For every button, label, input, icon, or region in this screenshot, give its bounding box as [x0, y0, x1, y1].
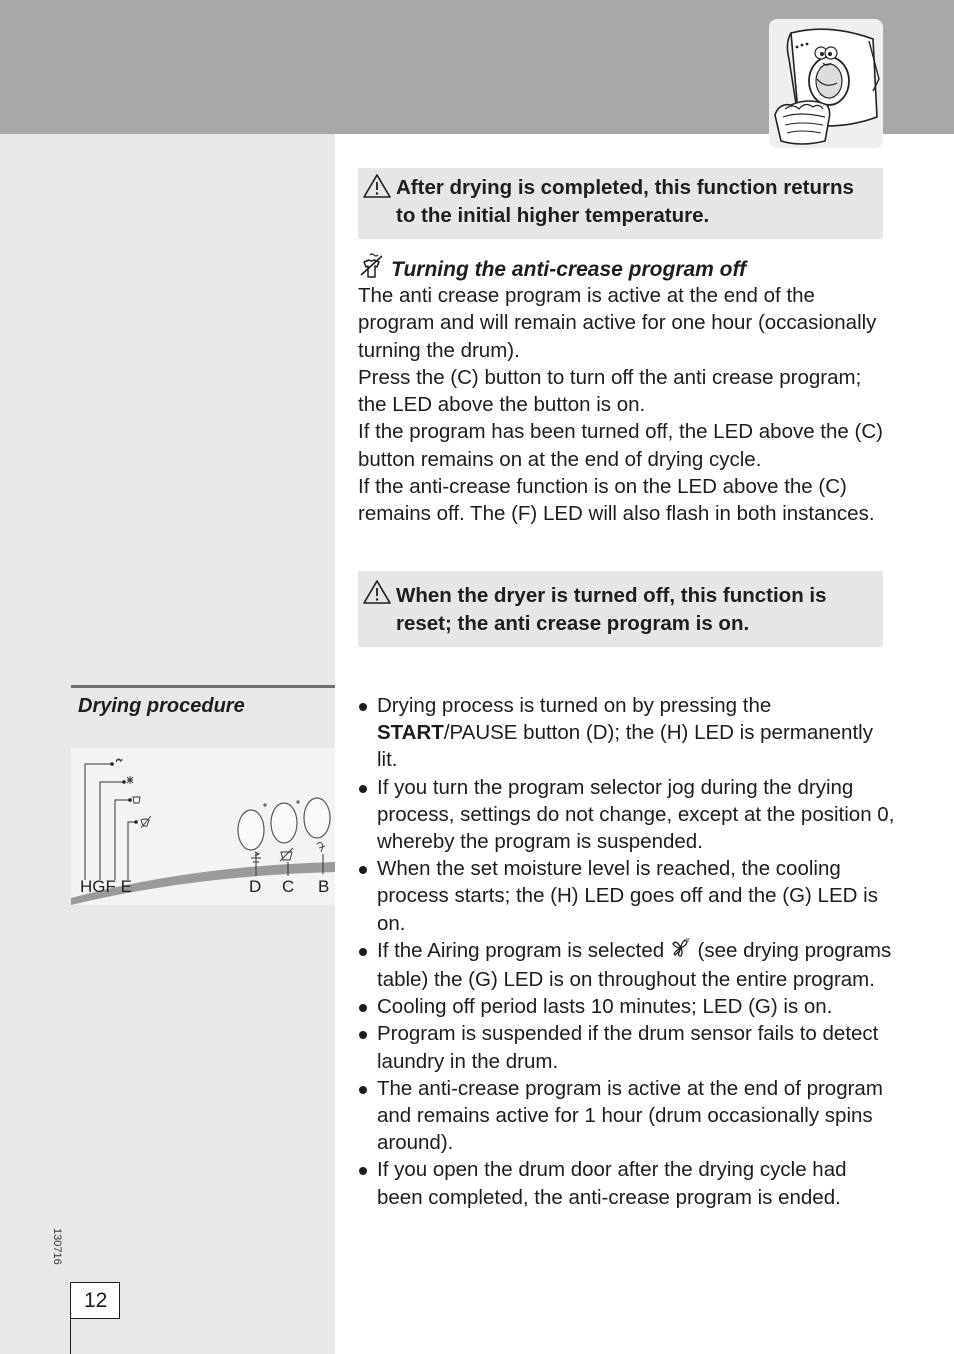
procedure-list: [356, 692, 896, 1211]
list-item: If you turn the program selector jog during the drying process, settings do not change, except at the position 0, whereby the program is suspended.: [356, 774, 896, 856]
document-code: 130716: [51, 1228, 63, 1265]
control-panel-illustration: [71, 748, 335, 905]
button-label-d: D: [249, 877, 262, 896]
list-item: Drying process is turned on by pressing the START/PAUSE button (D); the (H) LED is permanently lit.: [356, 692, 896, 774]
paragraph: If the anti-crease function is on the LED above the (C) remains off. The (F) LED will also flash in both instances.: [358, 475, 875, 526]
dryer-mascot-icon: [769, 19, 883, 148]
warning-note-text: After drying is completed, this function returns to the initial higher temperature.: [396, 176, 854, 227]
list-item: Program is suspended if the drum sensor fails to detect laundry in the drum.: [356, 1020, 896, 1074]
warning-note-turned-off: [358, 571, 883, 647]
warning-triangle-icon: [362, 173, 392, 207]
list-item: The anti-crease program is active at the end of program and remains active for 1 hour (drum occasionally spins around).: [356, 1075, 896, 1157]
warning-note-text: When the dryer is turned off, this function is reset; the anti crease program is on.: [396, 584, 827, 635]
anti-crease-description: [358, 282, 888, 528]
paragraph: Press the (C) button to turn off the anti crease program; the LED above the button is on.: [358, 365, 862, 417]
section-divider: [71, 685, 335, 688]
left-column: [0, 134, 335, 1354]
fan-icon: [670, 937, 692, 966]
page-number: 12: [70, 1282, 120, 1319]
procedure-title: Drying procedure: [78, 695, 245, 717]
page-number-stem: [70, 1319, 71, 1354]
button-label-c: C: [282, 877, 295, 896]
warning-triangle-icon: [362, 579, 392, 613]
list-item: Cooling off period lasts 10 minutes; LED (G) is on.: [356, 993, 896, 1020]
section-heading-text: Turning the anti-crease program off: [391, 258, 747, 281]
button-label-b: B: [318, 877, 330, 896]
list-item: If you open the drum door after the drying cycle had been completed, the anti-crease program is ended.: [356, 1156, 896, 1210]
led-labels: HGF E: [80, 877, 132, 896]
paragraph: The anti crease program is active at the end of the program and will remain active for one hour (occasionally turning the drum).: [358, 284, 877, 362]
list-item: When the set moisture level is reached, the cooling process starts; the (H) LED goes off and the (G) LED is on.: [356, 855, 896, 937]
warning-note-completion: [358, 168, 883, 239]
list-item: If the Airing program is selected (see drying programs table) the (G) LED is on throughout the entire program.: [356, 937, 896, 993]
paragraph: If the program has been turned off, the LED above the (C) button remains on at the end of drying cycle.: [358, 420, 883, 471]
